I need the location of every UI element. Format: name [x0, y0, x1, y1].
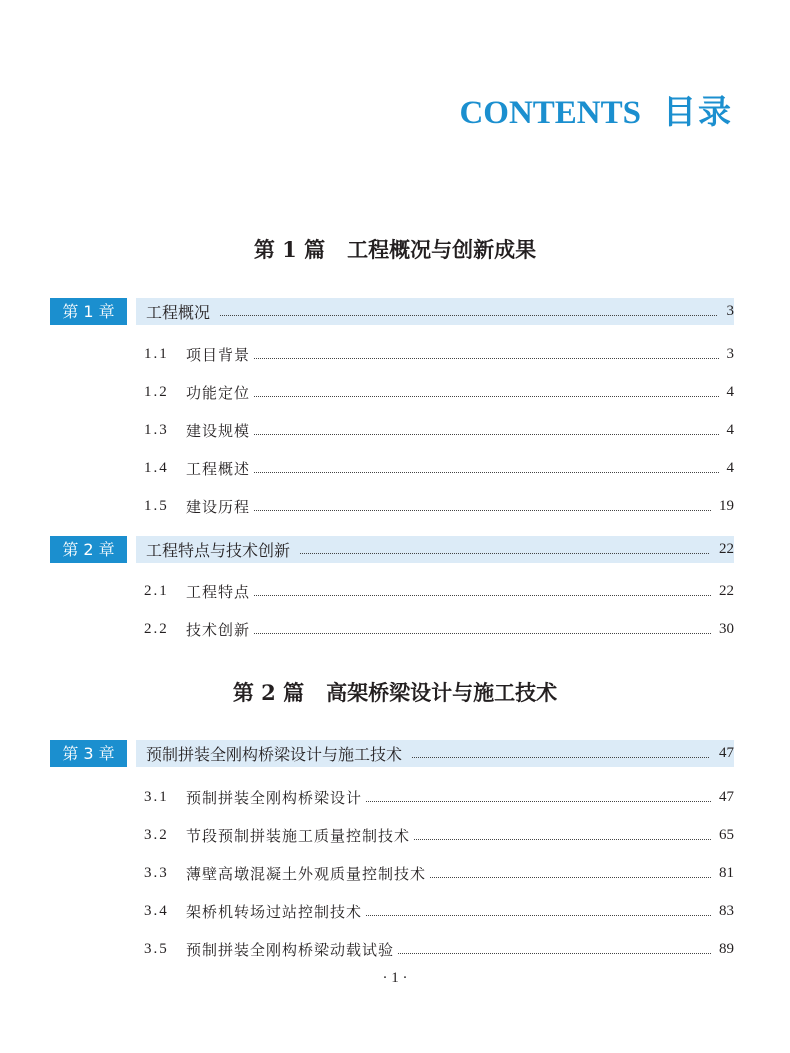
part-number: 第 1 篇: [253, 237, 326, 262]
chapter-title: 工程概况: [146, 303, 211, 322]
section-row[interactable]: [144, 419, 734, 441]
page-number: · 1 ·: [382, 970, 408, 986]
section-row[interactable]: [144, 381, 734, 403]
section-title: 节段预制拼装施工质量控制技术: [186, 826, 411, 845]
section-title: 建设历程: [186, 497, 251, 516]
section-page: 4: [726, 383, 734, 400]
section-row[interactable]: [144, 862, 734, 884]
section-title: 技术创新: [186, 620, 251, 639]
dot-leader: [412, 757, 709, 758]
dot-leader: [430, 877, 711, 878]
part-title: 高架桥梁设计与施工技术: [326, 680, 558, 705]
section-title: 预制拼装全刚构桥梁动载试验: [186, 940, 395, 959]
section-page: 30: [719, 620, 734, 637]
chapter-bar: [136, 740, 734, 767]
section-number: 2.1: [144, 582, 169, 599]
section-page: 89: [719, 940, 734, 957]
chapter-row[interactable]: [50, 536, 734, 563]
chapter-page: 22: [719, 541, 734, 557]
chapter-badge: 第 1 章: [50, 298, 127, 325]
section-number: 3.5: [144, 940, 169, 957]
part-number: 第 2 篇: [232, 680, 305, 705]
section-title: 薄壁高墩混凝土外观质量控制技术: [186, 864, 427, 883]
dot-leader: [220, 315, 716, 316]
dot-leader: [414, 839, 711, 840]
chapter-badge: 第 3 章: [50, 740, 127, 767]
section-page: 19: [719, 497, 734, 514]
dot-leader: [254, 472, 718, 473]
section-number: 1.2: [144, 383, 169, 400]
section-number: 3.2: [144, 826, 169, 843]
chapter-bar: [136, 536, 734, 563]
section-title: 项目背景: [186, 345, 251, 364]
section-row[interactable]: [144, 824, 734, 846]
dot-leader: [366, 801, 711, 802]
chapter-bar: [136, 298, 734, 325]
dot-leader: [254, 396, 718, 397]
chapter-page: 47: [719, 745, 734, 761]
dot-leader: [254, 633, 711, 634]
dot-leader: [398, 953, 711, 954]
page-title: [459, 86, 733, 133]
section-page: 65: [719, 826, 734, 843]
section-title: 预制拼装全刚构桥梁设计: [186, 788, 363, 807]
section-title: 功能定位: [186, 383, 251, 402]
section-row[interactable]: [144, 900, 734, 922]
section-row[interactable]: [144, 457, 734, 479]
chapter-row[interactable]: [50, 298, 734, 325]
part-title: 工程概况与创新成果: [347, 237, 537, 262]
dot-leader: [300, 553, 709, 554]
chapter-page: 3: [726, 303, 734, 319]
dot-leader: [366, 915, 711, 916]
part-heading: [0, 677, 790, 707]
section-row[interactable]: [144, 938, 734, 960]
section-number: 3.3: [144, 864, 169, 881]
section-page: 83: [719, 902, 734, 919]
section-number: 1.1: [144, 345, 169, 362]
chapter-row[interactable]: [50, 740, 734, 767]
section-page: 81: [719, 864, 734, 881]
section-row[interactable]: [144, 786, 734, 808]
dot-leader: [254, 358, 718, 359]
section-row[interactable]: [144, 495, 734, 517]
section-title: 架桥机转场过站控制技术: [186, 902, 363, 921]
section-page: 4: [726, 421, 734, 438]
section-number: 3.4: [144, 902, 169, 919]
section-page: 3: [726, 345, 734, 362]
section-page: 4: [726, 459, 734, 476]
section-title: 建设规模: [186, 421, 251, 440]
section-number: 2.2: [144, 620, 169, 637]
chapter-title: 工程特点与技术创新: [146, 541, 291, 560]
section-title: 工程概述: [186, 459, 251, 478]
part-heading: [0, 234, 790, 264]
section-page: 22: [719, 582, 734, 599]
section-number: 1.3: [144, 421, 169, 438]
chapter-title: 预制拼装全刚构桥梁设计与施工技术: [146, 745, 403, 764]
section-page: 47: [719, 788, 734, 805]
title-en: CONTENTS: [459, 95, 641, 131]
dot-leader: [254, 510, 711, 511]
section-row[interactable]: [144, 618, 734, 640]
section-title: 工程特点: [186, 582, 251, 601]
section-row[interactable]: [144, 580, 734, 602]
chapter-badge: 第 2 章: [50, 536, 127, 563]
section-number: 3.1: [144, 788, 169, 805]
dot-leader: [254, 434, 718, 435]
section-number: 1.4: [144, 459, 169, 476]
title-zh: 目录: [663, 95, 733, 131]
dot-leader: [254, 595, 711, 596]
section-number: 1.5: [144, 497, 169, 514]
section-row[interactable]: [144, 343, 734, 365]
